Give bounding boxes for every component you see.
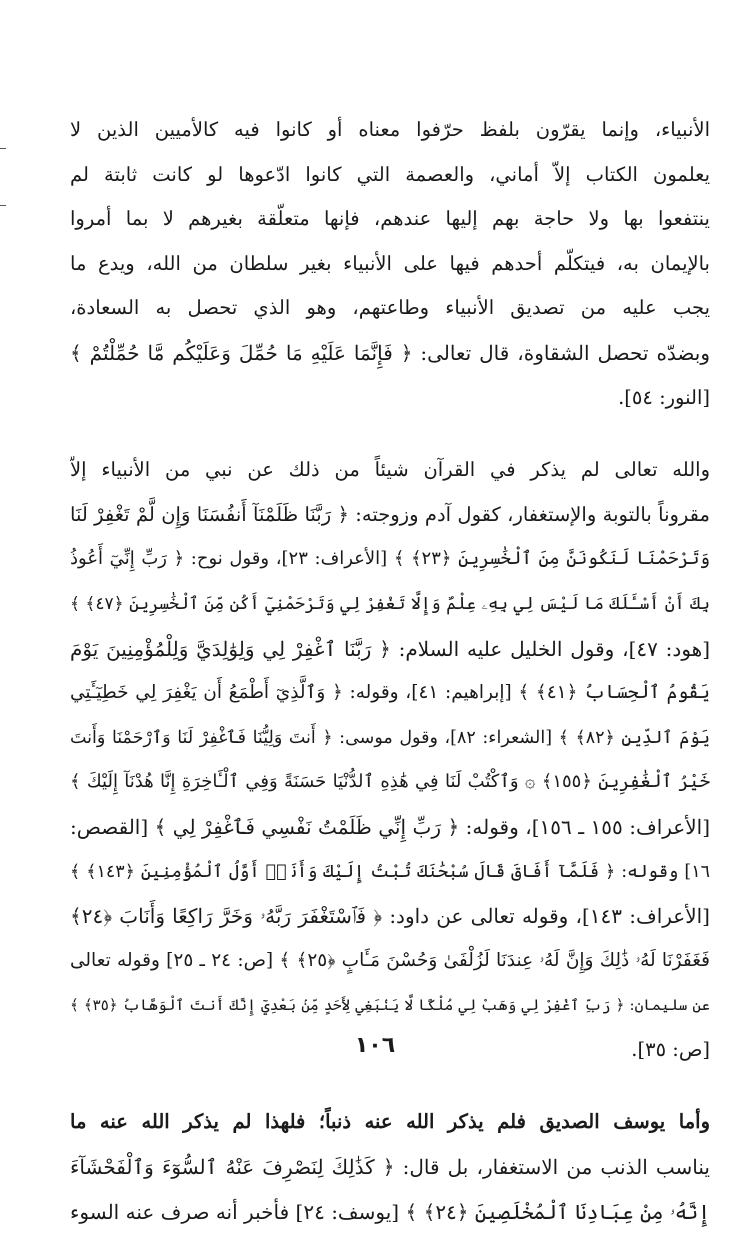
text-line: وَتَرْحَمْنَا لَنَكُونَنَّ مِنَ ٱلْخَٰسِرِينَ ﴿٢٣﴾ ﴾ [الأعراف: ٢٣]، وقول نوح: ﴿ رَبِّ إِنِّيٓ أَعُوذُ xyxy=(70,548,710,570)
text-line: خَيْرُ ٱلْغَٰفِرِينَ ﴿١٥٥﴾ ۞ وَٱكْتُبْ لَنَا فِي هَٰذِهِ ٱلدُّنْيَا حَسَنَةً وَفِي ٱلْـَٔاخِرَةِ إِنَّا هُدْنَآ إِلَيْكَ ﴾ xyxy=(70,771,710,793)
paragraph-yusuf xyxy=(70,1100,710,1234)
text-line: [ص: ٣٥]. xyxy=(631,1037,710,1061)
text-line: وأما يوسف الصديق فلم يذكر الله عنه ذنباً؛ فلهذا لم يذكر الله عنه ما xyxy=(70,1110,710,1134)
text-line: يجب عليه من تصديق الأنبياء وطاعتهم، وهو الذي تحصل به السعادة، xyxy=(70,296,710,320)
paragraph-repentance-verses xyxy=(70,448,710,1072)
text-line: الأنبياء، وإنما يقرّون بلفظ حرّفوا معناه أو كانوا فيه كالأميين الذين لا xyxy=(70,118,710,141)
text-line: [هود: ٤٧]، وقول الخليل عليه السلام: ﴿ رَبَّنَا ٱغْفِرْ لِي وَلِوَٰلِدَيَّ وَلِلْمُؤْمِنِينَ يَوْمَ xyxy=(70,636,710,661)
text-line: يَوْمَ ٱلدِّينِ ﴿٨٢﴾ ﴾ [الشعراء: ٨٢]، وقول موسى: ﴿ أَنتَ وَلِيُّنَا فَٱغْفِرْ لَنَا وَٱرْحَمْنَا وَأَنتَ xyxy=(70,727,710,748)
text-line: يَقُومُ ٱلْحِسَابُ ﴿٤١﴾ ﴾ [إبراهيم: ٤١]، وقوله: ﴿ وَٱلَّذِيٓ أَطْمَعُ أَن يَغْفِرَ لِي خَطِيٓـَٔتِي xyxy=(70,682,710,704)
text-line: [النور: ٥٤]. xyxy=(618,385,710,409)
page-number: ١٠٦ xyxy=(354,1033,396,1058)
text-line: يناسب الذنب من الاستغفار، بل قال: ﴿ كَذَٰلِكَ لِنَصْرِفَ عَنْهُ ٱلسُّوٓءَ وَٱلْفَحْشَآءَ xyxy=(70,1155,710,1180)
margin-mark-bottom xyxy=(0,205,6,206)
text-line: مقروناً بالتوبة والإستغفار، كقول آدم وزوجته: ﴿ رَبَّنَا ظَلَمْنَآ أَنفُسَنَا وَإِن لَّمْ تَغْفِرْ لَنَا xyxy=(70,502,710,526)
text-line: وبضدّه تحصل الشقاوة، قال تعالى: ﴿ فَإِنَّمَا عَلَيْهِ مَا حُمِّلَ وَعَلَيْكُم مَّا حُمِّلْتُمْ ﴾ xyxy=(70,340,710,365)
margin-mark-top xyxy=(0,148,6,149)
text-line: عن سليمان: ﴿ رَبِّ ٱغْفِرْ لِي وَهَبْ لِي مُلْكًا لَّا يَنۢبَغِي لِأَحَدٍ مِّنۢ بَعْدِيٓ إِنَّكَ أَنتَ ٱلْوَهَّابُ ﴿٣٥﴾ ﴾ xyxy=(70,996,710,1015)
text-line: بالإيمان به، فيتكلّم أحدهم فيها على الأنبياء بغير سلطان من الله، ويدع ما xyxy=(70,251,710,275)
paragraph-prophets-claims xyxy=(70,108,710,420)
text-line: إِنَّهُۥ مِنْ عِبَادِنَا ٱلْمُخْلَصِينَ ﴿٢٤﴾ ﴾ [يوسف: ٢٤] فأخبر أنه صرف عنه السوء xyxy=(70,1199,710,1224)
text-line: [الأعراف: ١٥٥ ـ ١٥٦]، وقوله: ﴿ رَبِّ إِنِّي ظَلَمْتُ نَفْسِي فَٱغْفِرْ لِي ﴾ [القصص: xyxy=(70,814,710,839)
text-line: [الأعراف: ١٤٣]، وقوله تعالى عن داود: ﴿ فَٱسْتَغْفَرَ رَبَّهُۥ وَخَرَّ رَاكِعًا وَأَنَابَ ﴿٢٤﴾ xyxy=(70,904,710,929)
text-line: ينتفعوا بها ولا حاجة بهم إليها عندهم، فإنها متعلّقة بغيرهم لا بما أمروا xyxy=(70,207,710,231)
text-line: بِكَ أَنْ أَسْـَٔلَكَ مَا لَيْسَ لِي بِهِۦ عِلْمٌ وَإِلَّا تَغْفِرْ لِي وَتَرْحَمْنِيٓ أَكُن مِّنَ ٱلْخَٰسِرِينَ ﴿٤٧﴾ ﴾ xyxy=(70,593,710,614)
text-line: يعلمون الكتاب إلاّ أماني، والعصمة التي كانوا ادّعوها لو كانت ثابتة لم xyxy=(70,162,710,186)
text-line: فَغَفَرْنَا لَهُۥ ذَٰلِكَ وَإِنَّ لَهُۥ عِندَنَا لَزُلْفَىٰ وَحُسْنَ مَـَٔابٍ ﴿٢٥﴾ ﴾ [ص: ٢٤ ـ ٢٥] وقوله تعالى xyxy=(70,949,710,971)
text-line: والله تعالى لم يذكر في القرآن شيئاً من ذلك عن نبي من الأنبياء إلاّ xyxy=(70,458,710,482)
page-body xyxy=(70,108,710,1234)
text-line: ١٦] وقوله: ﴿ فَلَمَّآ أَفَاقَ قَالَ سُبْحَٰنَكَ تُبْتُ إِلَيْكَ وَأَنَا۠ أَوَّلُ ٱلْمُؤْمِنِينَ ﴿١٤٣﴾ ﴾ xyxy=(70,861,710,882)
